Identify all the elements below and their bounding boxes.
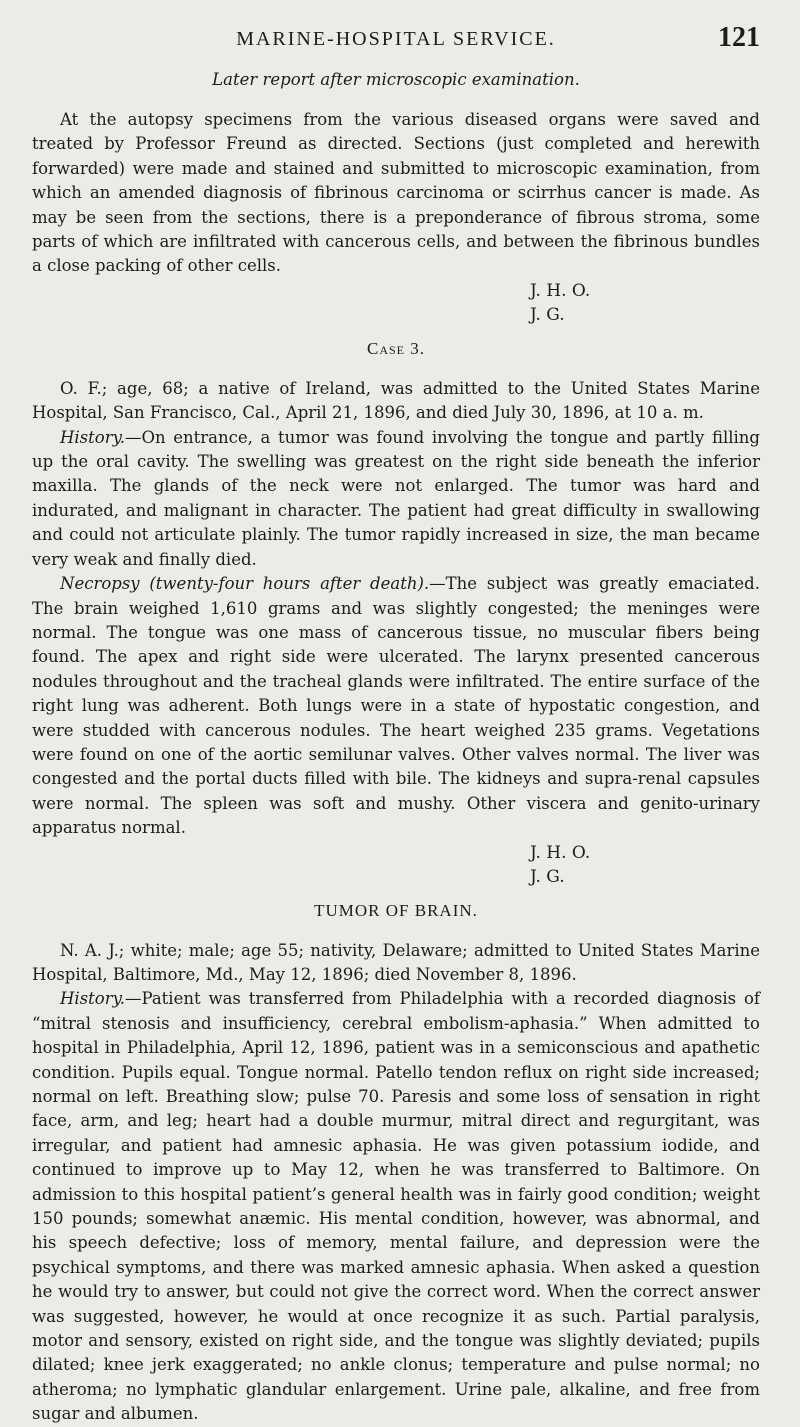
later-report-title: Later report after microscopic examination. [212, 70, 580, 89]
later-report-paragraph: At the autopsy specimens from the various diseased organs were saved and treated by Professor Freund as directed. Sections (just completed and herewith forwarded) were made and stained and submitted to microscopic examination, from which an amended diagnosis of fibrinous carcinoma or scirrhus cancer is made. As may be seen from the sections, there is a preponderance of fibrous stroma, some parts of which are infiltrated with cancerous cells, and between the fibrinous bundles a close packing of other cells. [32, 110, 760, 276]
signature-line: J. H. O. [530, 842, 591, 863]
history-label: History. [60, 989, 125, 1009]
page-number: 121 [718, 22, 760, 53]
necropsy-text: —The subject was greatly emaciated. The brain weighed 1,610 grams and was slightly congested; the meninges were normal. The tongue was one mass of cancerous tissue, no muscular fibers being found. The apex and right side were ulcerated. The larynx presented cancerous nodules throughout and the tracheal glands were infiltrated. The entire surface of the right lung was adherent. Both lungs were in a state of hypostatic congestion, and were studded with cancerous nodules. The heart weighed 235 grams. Vegetations were found on one of the aortic semilunar valves. Other valves normal. The liver was congested and the portal ducts filled with bile. The kidneys and supra-renal capsules were normal. The spleen was soft and mushy. Other viscera and genito-urinary apparatus normal. [32, 574, 760, 838]
case-necropsy-paragraph [32, 572, 760, 840]
signature-block [32, 279, 760, 327]
signature-line: J. H. O. [530, 280, 591, 301]
case-history-paragraph [32, 426, 760, 572]
case-heading-text: Case 3. [366, 338, 425, 358]
tumor-history-paragraph [32, 987, 760, 1426]
signature-block [32, 841, 760, 889]
history-text: —On entrance, a tumor was found involving the tongue and partly filling up the oral cavity. The swelling was greatest on the right side beneath the inferior maxilla. The glands of the neck were not enlarged. The tumor was hard and indurated, and malignant in character. The patient had great difficulty in swallowing and could not articulate plainly. The tumor rapidly increased in size, the man became very weak and finally died. [32, 427, 760, 569]
necropsy-label: Necropsy (twenty-four hours after death). [60, 574, 430, 594]
case-intro-paragraph: O. F.; age, 68; a native of Ireland, was admitted to the United States Marine Hospital, San Francisco, Cal., April 21, 1896, and died July 30, 1896, at 10 a. m. [32, 378, 760, 423]
signature-line: J. G. [530, 304, 565, 325]
running-head: MARINE-HOSPITAL SERVICE. [236, 28, 556, 50]
section-heading: TUMOR OF BRAIN. [314, 900, 478, 920]
history-text: —Patient was transferred from Philadelphia with a recorded diagnosis of “mitral stenosis and insufficiency, cerebral embolism-aphasia.” When admitted to hospital in Philadelphia, April 12, 1896, patient was in a semiconscious and apathetic condition. Pupils equal. Tongue normal. Patello tendon reflux on right side increased; normal on left. Breathing slow; pulse 70. Paresis and some loss of sensation in right face, arm, and leg; heart had a double murmur, mitral direct and regurgitant, was irregular, and patient had amnesic aphasia. He was given potassium iodide, and continued to improve up to May 12, when he was transferred to Baltimore. On admission to this hospital patient’s general health was in fairly good condition; weight 150 pounds; somewhat anæmic. His mental condition, however, was abnormal, and his speech defective; loss of memory, mental failure, and depression were the psychical symptoms, and there was marked amnesic aphasia. When asked a question he would try to answer, but could not give the correct word. When the correct answer was suggested, however, he would at once recognize it as such. Partial paralysis, motor and sensory, existed on right side, and the tongue was slightly deviated; pupils dilated; knee jerk exaggerated; no ankle clonus; temperature and pulse normal; no atheroma; no lymphatic glandular enlargement. Urine pale, alkaline, and free from sugar and albumen. [32, 989, 760, 1424]
tumor-intro-paragraph: N. A. J.; white; male; age 55; nativity, Delaware; admitted to United States Marine Hospital, Baltimore, Md., May 12, 1896; died November 8, 1896. [32, 940, 760, 984]
signature-line: J. G. [530, 866, 565, 887]
page-header [32, 22, 760, 58]
history-label: History. [60, 427, 125, 447]
case-heading [32, 339, 760, 359]
